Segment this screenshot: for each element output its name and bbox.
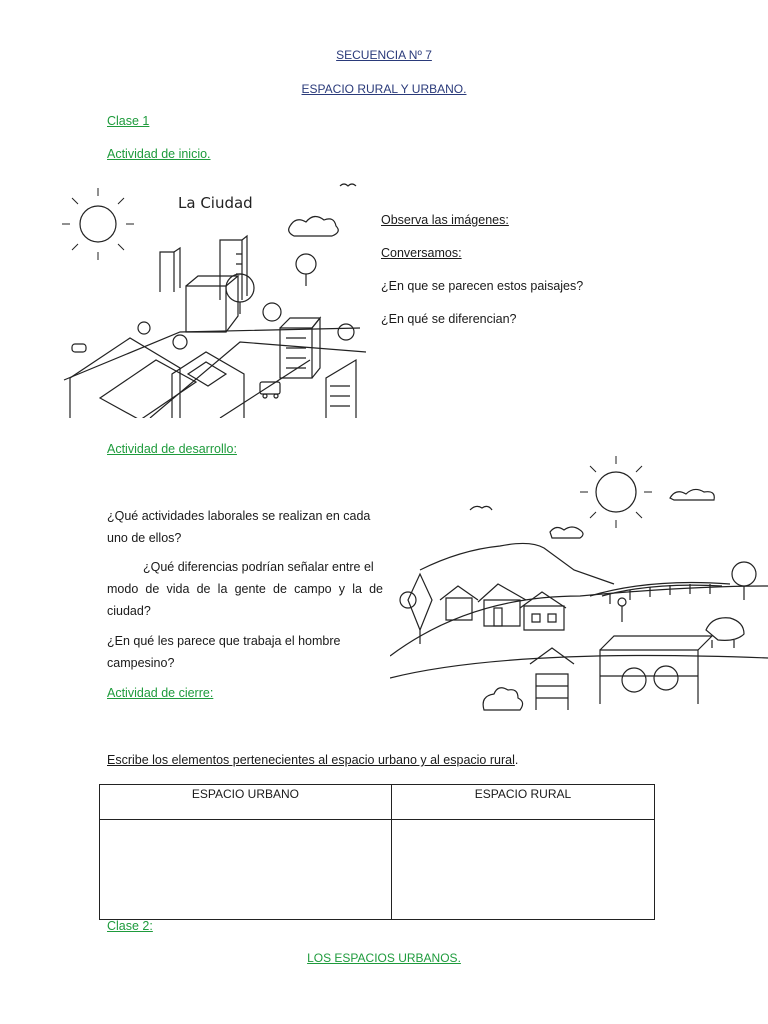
prompt-conversamos: Conversamos: — [381, 246, 462, 260]
countryside-illustration — [390, 450, 768, 722]
cell-rural-answer[interactable] — [391, 820, 654, 920]
question-actividades-line2: uno de ellos? — [107, 531, 182, 545]
cell-urbano-answer[interactable] — [100, 820, 392, 920]
prompt-diferencian: ¿En qué se diferencian? — [381, 312, 517, 326]
clase1-label: Clase 1 — [107, 114, 150, 128]
question-diferencias — [107, 556, 383, 622]
prompt-parecen: ¿En que se parecen estos paisajes? — [381, 279, 584, 293]
question-campesino — [107, 630, 383, 674]
actividad-cierre-heading: Actividad de cierre: — [107, 686, 214, 700]
question-campesino-line1: ¿En qué les parece que trabaja el hombre — [107, 634, 341, 648]
header-espacio-urbano: ESPACIO URBANO — [100, 785, 392, 820]
city-caption: La Ciudad — [178, 194, 253, 212]
city-drawing — [60, 182, 366, 418]
question-diferencias-line1: ¿Qué diferencias podrían señalar entre el — [143, 560, 374, 574]
city-illustration — [60, 182, 366, 418]
actividad-desarrollo-heading: Actividad de desarrollo: — [107, 442, 237, 456]
question-actividades-line1: ¿Qué actividades laborales se realizan en cada — [107, 509, 371, 523]
cierre-instruction-text: Escribe los elementos pertenecientes al espacio urbano y al espacio rural — [107, 753, 515, 767]
cierre-instruction — [107, 749, 518, 771]
cierre-instruction-period: . — [514, 753, 519, 767]
countryside-drawing — [390, 450, 768, 722]
topic-title: ESPACIO RURAL Y URBANO. — [301, 82, 467, 96]
clase2-label: Clase 2: — [107, 919, 153, 933]
prompt-observa: Observa las imágenes: — [381, 213, 509, 227]
header-espacio-rural: ESPACIO RURAL — [391, 785, 654, 820]
clase2-title: LOS ESPACIOS URBANOS. — [307, 951, 461, 965]
table-header-row — [100, 785, 655, 820]
urban-rural-table — [99, 784, 655, 920]
table-row — [100, 820, 655, 920]
question-diferencias-line3: ciudad? — [107, 604, 151, 618]
actividad-inicio-heading: Actividad de inicio. — [107, 147, 211, 161]
question-actividades — [107, 505, 383, 549]
question-campesino-line2: campesino? — [107, 656, 175, 670]
sequence-title: SECUENCIA Nº 7 — [336, 48, 432, 62]
question-diferencias-line2: modo de vida de la gente de campo y la de — [107, 582, 383, 596]
